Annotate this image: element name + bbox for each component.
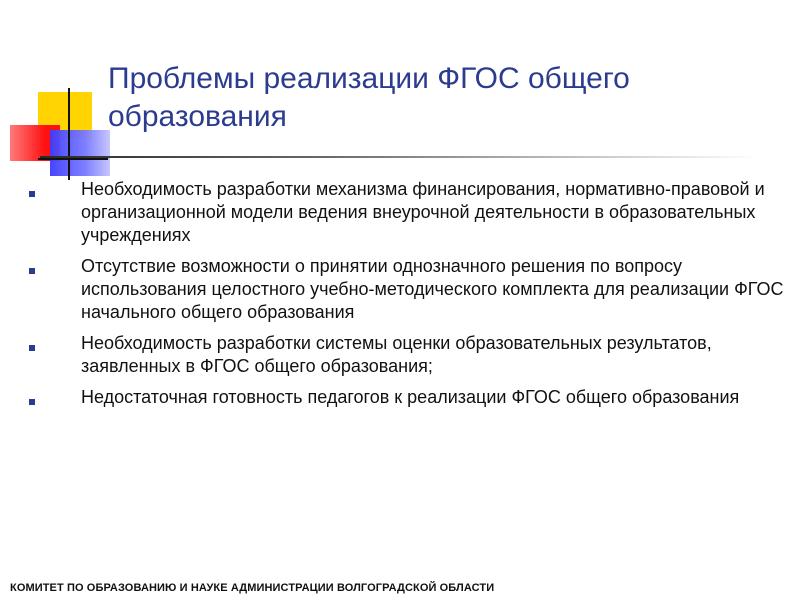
bullet-list xyxy=(26,178,786,417)
bullet-item xyxy=(26,386,786,409)
bullet-item xyxy=(26,332,786,378)
logo-horizontal-line xyxy=(38,158,108,160)
bullet-text: Отсутствие возможности о принятии однозначного решения по вопросу использования целостного учебно-методического комплекта для реализации ФГОС начального общего образования xyxy=(81,256,784,322)
blue-square xyxy=(50,130,110,176)
decorative-logo-blocks xyxy=(0,0,120,190)
bullet-item xyxy=(26,178,786,247)
logo-vertical-line xyxy=(68,88,70,180)
bullet-square-icon xyxy=(29,345,35,351)
bullet-square-icon xyxy=(29,268,35,274)
bullet-square-icon xyxy=(29,191,35,197)
bullet-item xyxy=(26,255,786,324)
title-divider xyxy=(40,156,760,158)
bullet-text: Необходимость разработки системы оценки образовательных результатов, заявленных в ФГОС общего образования; xyxy=(81,333,712,376)
slide-title: Проблемы реализации ФГОС общего образования xyxy=(108,62,630,133)
slide-footer: КОМИТЕТ ПО ОБРАЗОВАНИЮ И НАУКЕ АДМИНИСТРАЦИИ ВОЛГОГРАДСКОЙ ОБЛАСТИ xyxy=(10,582,495,594)
bullet-text: Необходимость разработки механизма финансирования, нормативно-правовой и организационной модели ведения внеурочной деятельности в образовательных учреждениях xyxy=(81,179,765,245)
bullet-square-icon xyxy=(29,399,35,405)
bullet-text: Недостаточная готовность педагогов к реализации ФГОС общего образования xyxy=(81,387,740,407)
